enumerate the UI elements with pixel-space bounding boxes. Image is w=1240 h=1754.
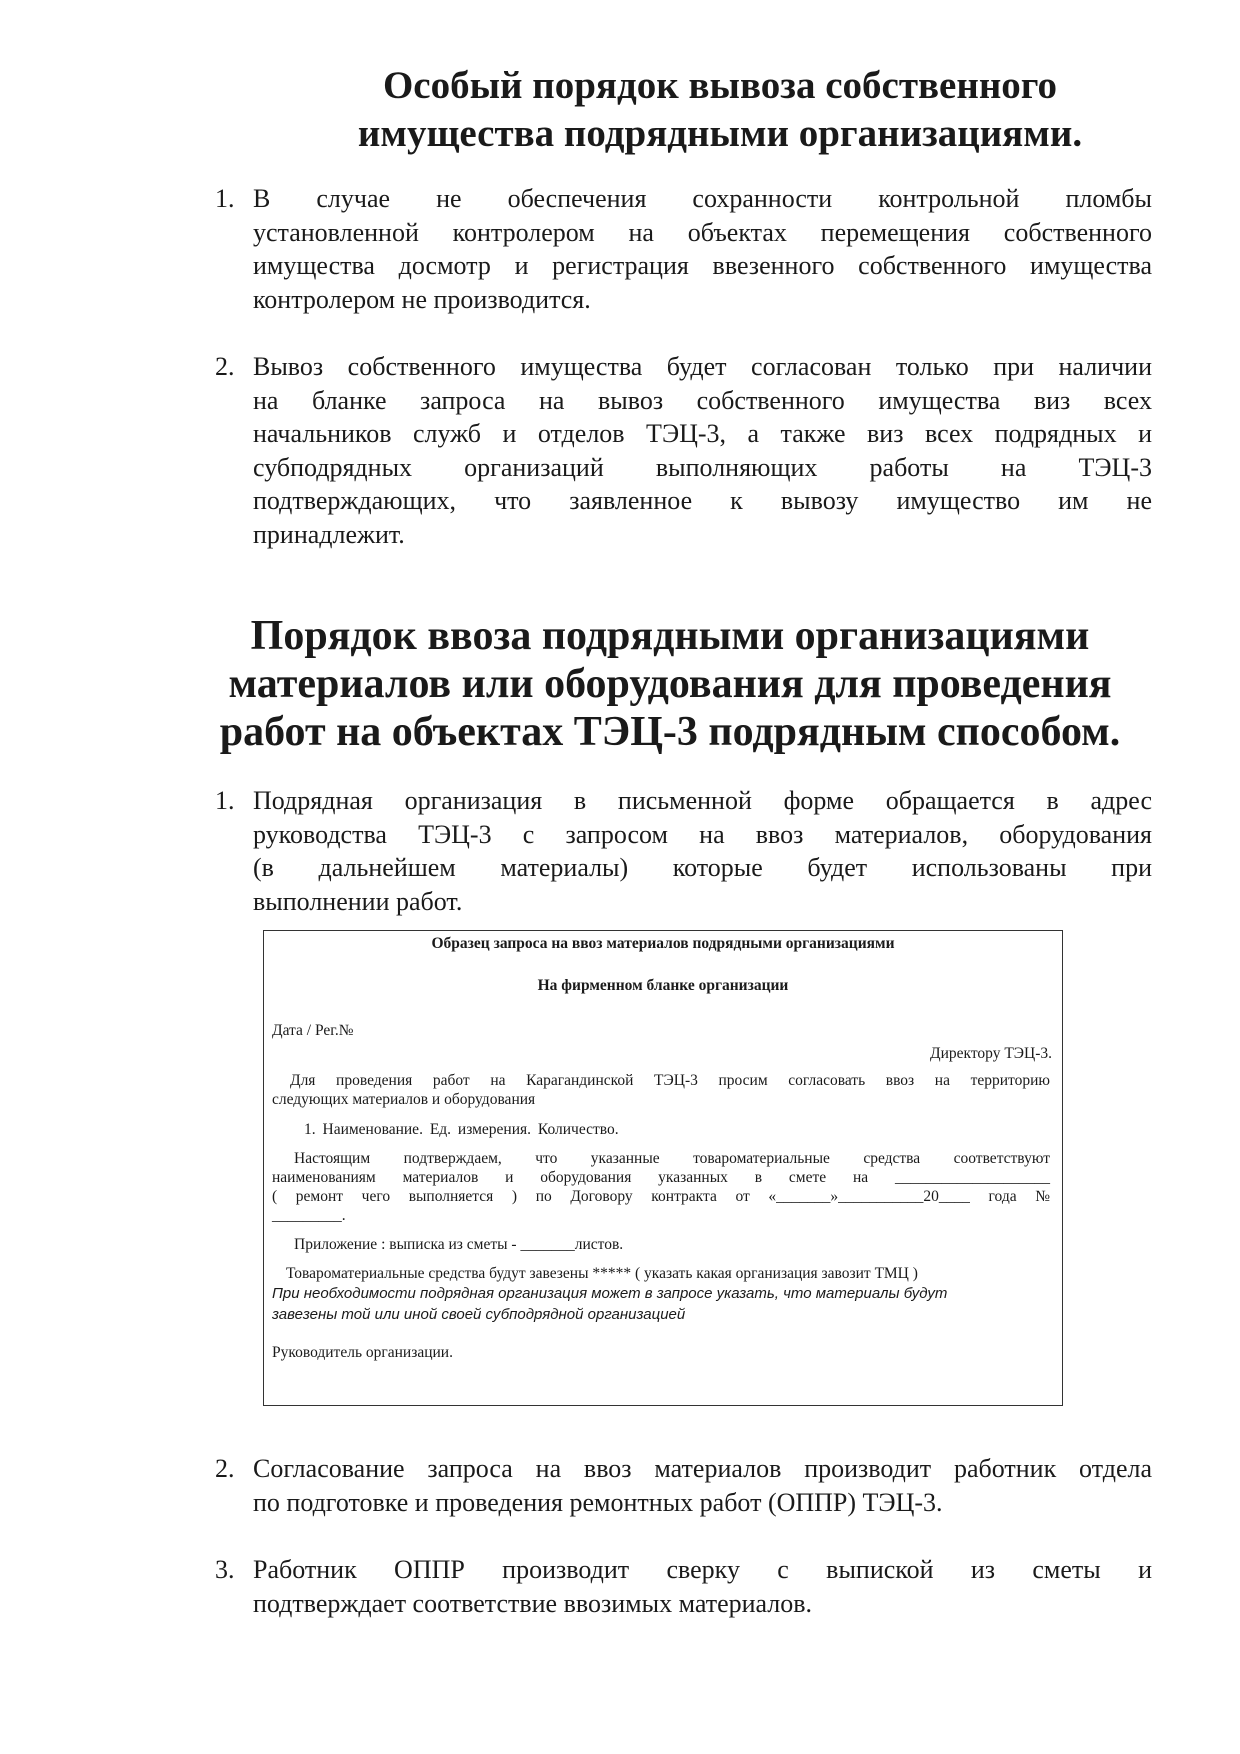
item-line: Подрядная организация в письменной форме обращается в адрес xyxy=(253,786,1152,815)
item-line: (в дальнейшем материалы) которые будет использованы при xyxy=(253,853,1152,882)
sample-request-line: Для проведения работ на Карагандинской ТЭЦ-3 просим согласовать ввоз на территорию xyxy=(290,1072,1050,1089)
sample-subheading: На фирменном бланке организации xyxy=(537,977,789,994)
item-line: субподрядных организаций выполняющих работы на ТЭЦ-3 xyxy=(253,452,1152,482)
section1-title xyxy=(270,62,1170,158)
section1-title-line2: имущества подрядными организациями. xyxy=(357,112,1083,155)
section2-item-3 xyxy=(215,1553,1152,1620)
sample-list-item: 1. Наименование. Ед. измерения. Количество. xyxy=(304,1121,619,1138)
section1-item-2 xyxy=(215,350,1152,551)
sample-addressee: Директору ТЭЦ-3. xyxy=(930,1045,1052,1062)
section1-title-line1: Особый порядок вывоза собственного xyxy=(382,64,1058,107)
sample-confirm-line: наименованиям материалов и оборудования указанных в смете на ____________________ xyxy=(272,1169,1050,1186)
section2-title-line3: работ на объектах ТЭЦ-3 подрядным способом. xyxy=(219,709,1121,755)
sample-delivery: Товароматериальные средства будут завезены ***** ( указать какая организация завозит ТМЦ ) xyxy=(286,1265,918,1282)
item-line: принадлежит. xyxy=(253,519,405,549)
section2-title-line2: материалов или оборудования для проведения xyxy=(228,661,1112,707)
item-line: подтверждающих, что заявленное к вывозу имущество им не xyxy=(253,486,1152,515)
sample-confirm-line: Настоящим подтверждаем, что указанные товароматериальные средства соответствуют xyxy=(294,1150,1050,1167)
sample-note-line: При необходимости подрядная организация может в запросе указать, что материалы будут xyxy=(272,1285,948,1302)
item-line: контролером не производится. xyxy=(253,284,591,314)
sample-date-line: Дата / Рег.№ xyxy=(272,1022,354,1039)
section2-title xyxy=(170,612,1170,756)
section2-item-2 xyxy=(215,1452,1152,1519)
item-number: 1. xyxy=(215,786,235,815)
item-line: имущества досмотр и регистрация ввезенного собственного имущества xyxy=(253,251,1152,280)
sample-signature: Руководитель организации. xyxy=(272,1344,453,1361)
item-line: В случае не обеспечения сохранности контрольной пломбы xyxy=(253,184,1152,213)
item-line: начальников служб и отделов ТЭЦ-3, а также виз всех подрядных и xyxy=(253,419,1152,448)
section2-title-line1: Порядок ввоза подрядными организациями xyxy=(250,613,1090,659)
section1-item-1 xyxy=(215,182,1152,316)
sample-note-line: завезены той или иной своей субподрядной организацией xyxy=(272,1306,686,1323)
item-line: установленной контролером на объектах перемещения собственного xyxy=(253,217,1152,247)
sample-request-line: следующих материалов и оборудования xyxy=(272,1091,536,1108)
sample-heading: Образец запроса на ввоз материалов подрядными организациями xyxy=(431,935,895,952)
section2-item-1 xyxy=(215,784,1152,918)
item-line: выполнении работ. xyxy=(253,886,463,916)
sample-attachment: Приложение : выписка из сметы - _______листов. xyxy=(294,1236,624,1253)
item-line: по подготовке и проведения ремонтных работ (ОППР) ТЭЦ-3. xyxy=(253,1487,943,1517)
item-line: подтверждает соответствие ввозимых материалов. xyxy=(253,1588,813,1618)
item-line: на бланке запроса на вывоз собственного имущества виз всех xyxy=(253,385,1152,415)
sample-confirm-line: _________. xyxy=(272,1207,346,1224)
sample-request-form xyxy=(263,930,1063,1406)
item-number: 1. xyxy=(215,184,235,213)
item-line: Вывоз собственного имущества будет согласован только при наличии xyxy=(253,352,1152,381)
item-number: 2. xyxy=(215,1454,235,1483)
item-line: Работник ОППР производит сверку с выпиской из сметы и xyxy=(253,1555,1152,1584)
item-number: 3. xyxy=(215,1555,235,1584)
item-number: 2. xyxy=(215,352,235,381)
sample-confirm-line: ( ремонт чего выполняется ) по Договору контракта от «_______»___________20____ года № xyxy=(272,1188,1050,1205)
item-line: руководства ТЭЦ-3 с запросом на ввоз материалов, оборудования xyxy=(253,819,1152,849)
item-line: Согласование запроса на ввоз материалов производит работник отдела xyxy=(253,1454,1152,1483)
